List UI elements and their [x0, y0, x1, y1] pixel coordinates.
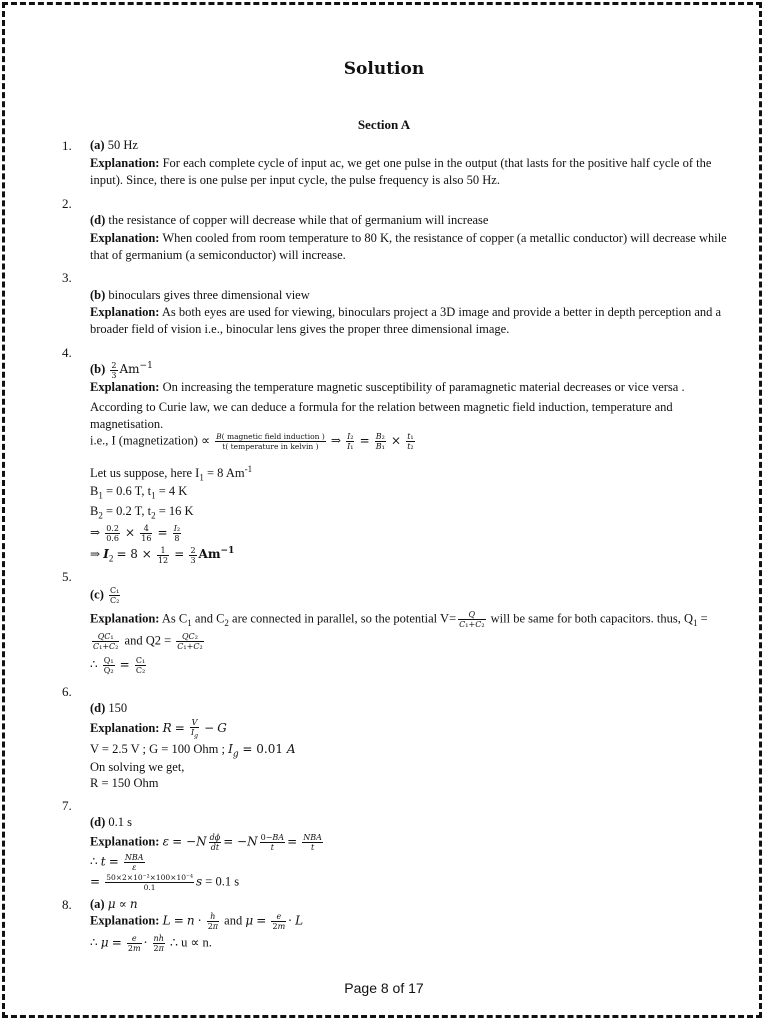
answer-7: (d) 0.1 s	[90, 815, 133, 829]
answer-5: (c) $\frac{\text{C₁}}{\text{C₂}}$	[90, 586, 120, 605]
calc-line-1: ⇒ $\frac{0.2}{0.6}$ × $\frac{4}{16}$ = $\frac{\text{I₂}}{8}$	[90, 524, 181, 543]
b1-line: $B_1 = 0.6$ T, $t_1 = 4$ K	[90, 484, 188, 501]
page-number: Page 8 of 17	[344, 980, 424, 996]
explanation-6: Explanation: R = $\frac{V}{I_g}$ − G	[90, 718, 227, 740]
question-number-1: 1.	[62, 138, 72, 153]
suppose-line: Let us suppose, here $I_1 = 8$ $Am^{-1}$	[90, 464, 253, 483]
question-number-8: 8.	[62, 897, 72, 912]
time-calculation: = $\frac{\text{50×2×10⁻²×100×10⁻⁴}}{0.1}$ s = 0.1 s	[90, 873, 240, 892]
answer-6: (d) 150	[90, 701, 128, 715]
b2-line: $B_2 = 0.2$ T, $t_2 = 16$ K	[90, 504, 194, 521]
question-number-2: 2.	[62, 196, 72, 211]
question-number-6: 6.	[62, 684, 72, 699]
explanation-1: Explanation: For each complete cycle of input ac, we get one pulse in the output (that lasts for the positive half cycle of the input). Since, there is one pulse per input cycle, the pulse frequency is also 50 Hz.	[90, 156, 712, 187]
answer-2: (d) the resistance of copper will decrease while that of germanium will increase	[90, 213, 489, 227]
proportion-formula: i.e., I (magnetization) ∝ $\frac{\text{B( magnetic field induction )}}{\text{t( temperature in kelvin )}}$ ⇒ $\frac{\text{I₂}}{\text{I₁}}$ = $\frac{\text{B₂}}{\text{B₁}}$ × $\frac{\text{t₁}}{\text{t₂}}$	[90, 432, 414, 451]
answer-3: (b) binoculars gives three dimensional view	[90, 288, 310, 302]
charge-formula: $\frac{\text{QC₁}}{\text{C₁+C₂}}$ and Q2 = $\frac{\text{QC₂}}{\text{C₁+C₂}}$	[93, 632, 203, 651]
question-number-7: 7.	[62, 798, 72, 813]
charge-ratio: ∴ $\frac{\text{Q₁}}{\text{Q₂}}$ = $\frac{\text{C₁}}{\text{C₂}}$	[90, 656, 146, 675]
answer-8: (a) μ ∝ n	[90, 897, 138, 911]
question-number-4: 4.	[62, 345, 72, 360]
explanation-7: Explanation: ε = −N $\frac{d\phi}{dt}$ = −N $\frac{0-BA}{t}$ = $\frac{\text{NBA}}{t}$	[90, 833, 322, 852]
mu-relation: ∴ μ = $\frac{e}{2m}$ · $\frac{nh}{2\pi}$ ∴ u ∝ n.	[90, 934, 212, 953]
section-heading: Section A	[357, 117, 411, 132]
solving-text: On solving we get,	[90, 760, 185, 774]
calc-line-2: ⇒ $I_2 = 8$ × $\frac{1}{12}$ = $\frac{2}{3}$ $Am^{-1}$	[90, 545, 235, 565]
page-title: Solution	[343, 59, 425, 79]
answer-1: (a) 50 Hz	[90, 138, 138, 152]
explanation-8: Explanation: L = n · $\frac{h}{2\pi}$ and μ = $\frac{e}{2m}$ · L	[90, 912, 304, 931]
given-values: V = 2.5 V ; G = 100 Ohm ; $I_g = 0.01$ A	[90, 742, 296, 760]
time-formula: ∴ t = $\frac{\text{NBA}}{\varepsilon}$	[90, 853, 144, 872]
answer-4: (b) $\frac{2}{3}$ $Am^{-1}$	[90, 360, 153, 380]
question-number-3: 3.	[62, 270, 72, 285]
explanation-4-curie: According to Curie law, we can deduce a formula for the relation between magnetic field induction, temperature and magnetisation.	[90, 400, 673, 431]
explanation-5: Explanation: As $C_1$ and $C_2$ are connected in parallel, so the potential V= $\frac{Q}{\text{C₁+C₂}}$ will be same for both capacitors. thus, $Q_1$ =	[90, 610, 708, 629]
explanation-4: Explanation: On increasing the temperature magnetic susceptibility of paramagnetic material decreases or vice versa .	[90, 380, 685, 394]
explanation-3: Explanation: As both eyes are used for viewing, binoculars project a 3D image and provide a better in depth perception and a broader field of vision i.e., binocular lens gives the proper three dimensional image.	[90, 305, 722, 336]
question-number-5: 5.	[62, 569, 72, 584]
result-6: R = 150 Ohm	[90, 776, 159, 790]
explanation-2: Explanation: When cooled from room temperature to 80 K, the resistance of copper (a metallic conductor) will decrease while that of germanium (a semiconductor) will increase.	[90, 231, 727, 262]
